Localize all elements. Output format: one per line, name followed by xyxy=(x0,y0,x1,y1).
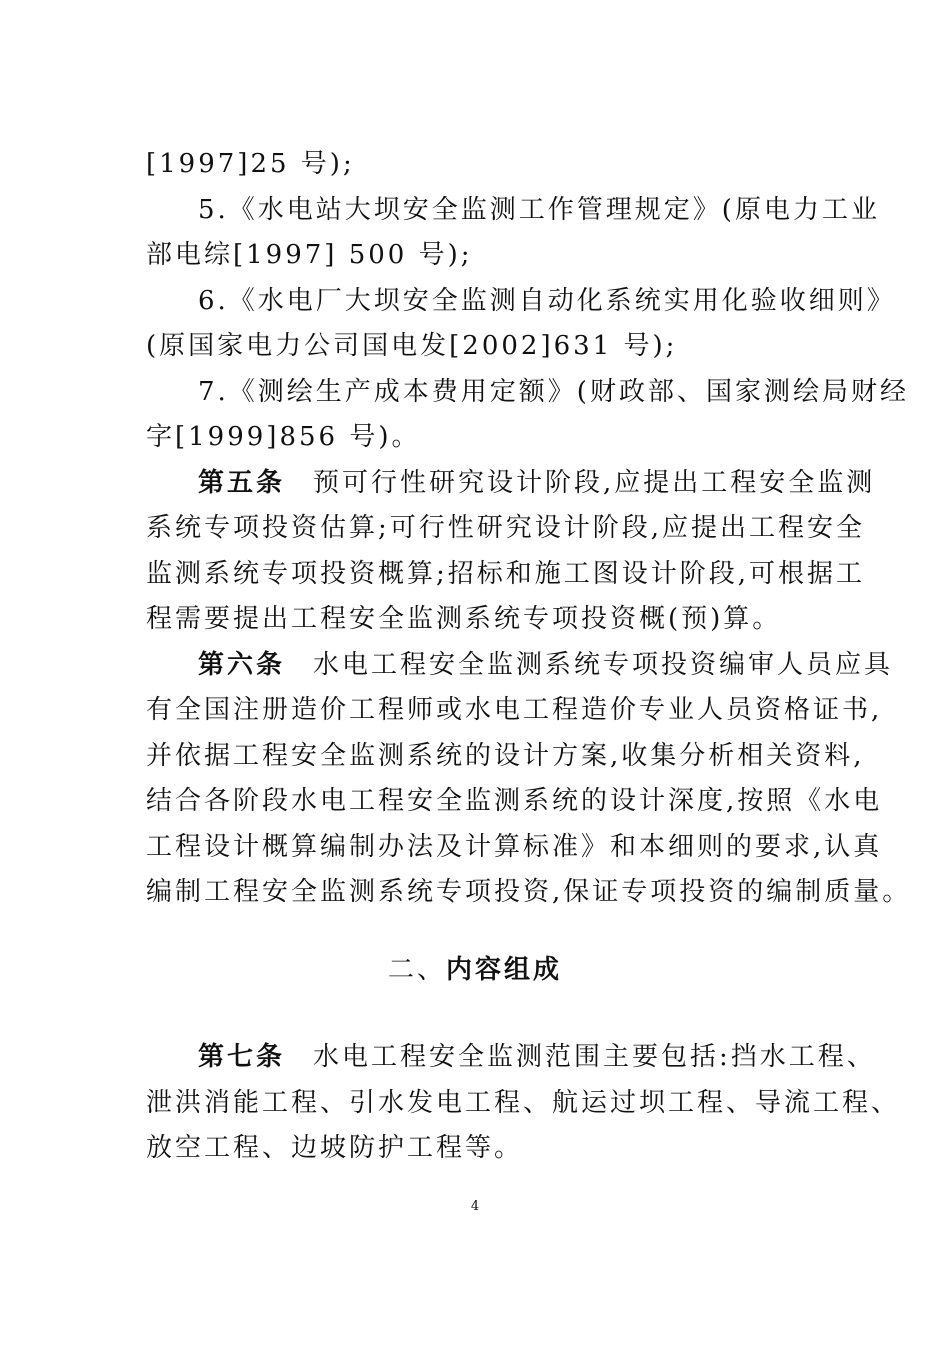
article-6-line: 编制工程安全监测系统专项投资,保证专项投资的编制质量。 xyxy=(146,877,912,907)
article-6-line: 结合各阶段水电工程安全监测系统的设计深度,按照《水电 xyxy=(146,786,883,816)
section-number: 二、 xyxy=(387,955,446,985)
article-7-label: 第七条 xyxy=(198,1042,286,1072)
article-6-text: 水电工程安全监测系统专项投资编审人员应具 xyxy=(313,650,894,680)
list-item-6: 6.《水电厂大坝安全监测自动化系统实用化验收细则》 xyxy=(198,286,896,316)
article-7-text: 水电工程安全监测范围主要包括:挡水工程、 xyxy=(313,1042,876,1072)
article-7-line: 泄洪消能工程、引水发电工程、航运过坝工程、导流工程、 xyxy=(146,1088,901,1118)
article-6-line: 有全国注册造价工程师或水电工程造价专业人员资格证书, xyxy=(146,695,883,725)
text-line: [1997]25 号); xyxy=(146,149,355,179)
article-7-first-line xyxy=(198,1042,876,1072)
article-6-label: 第六条 xyxy=(198,650,286,680)
list-item-7: 7.《测绘生产成本费用定额》(财政部、国家测绘局财经 xyxy=(198,377,909,407)
article-5-line: 程需要提出工程安全监测系统专项投资概(预)算。 xyxy=(146,604,782,634)
article-5-line: 监测系统专项投资概算;招标和施工图设计阶段,可根据工 xyxy=(146,559,866,589)
list-item-5: 5.《水电站大坝安全监测工作管理规定》(原电力工业 xyxy=(198,195,880,225)
section-title: 内容组成 xyxy=(446,955,563,985)
text-line: (原国家电力公司国电发[2002]631 号); xyxy=(146,331,678,361)
section-heading xyxy=(0,955,950,985)
article-5-text: 预可行性研究设计阶段,应提出工程安全监测 xyxy=(313,468,876,498)
article-6-line: 工程设计概算编制办法及计算标准》和本细则的要求,认真 xyxy=(146,832,883,862)
article-7-line: 放空工程、边坡防护工程等。 xyxy=(146,1133,524,1163)
article-6-first-line xyxy=(198,650,893,680)
article-6-line: 并依据工程安全监测系统的设计方案,收集分析相关资料, xyxy=(146,741,865,771)
article-5-first-line xyxy=(198,468,875,498)
article-5-label: 第五条 xyxy=(198,468,286,498)
article-5-line: 系统专项投资估算;可行性研究设计阶段,应提出工程安全 xyxy=(146,513,866,543)
page-number: 4 xyxy=(470,1199,480,1214)
text-line: 字[1999]856 号)。 xyxy=(146,422,421,452)
text-line: 部电综[1997] 500 号); xyxy=(146,240,473,270)
